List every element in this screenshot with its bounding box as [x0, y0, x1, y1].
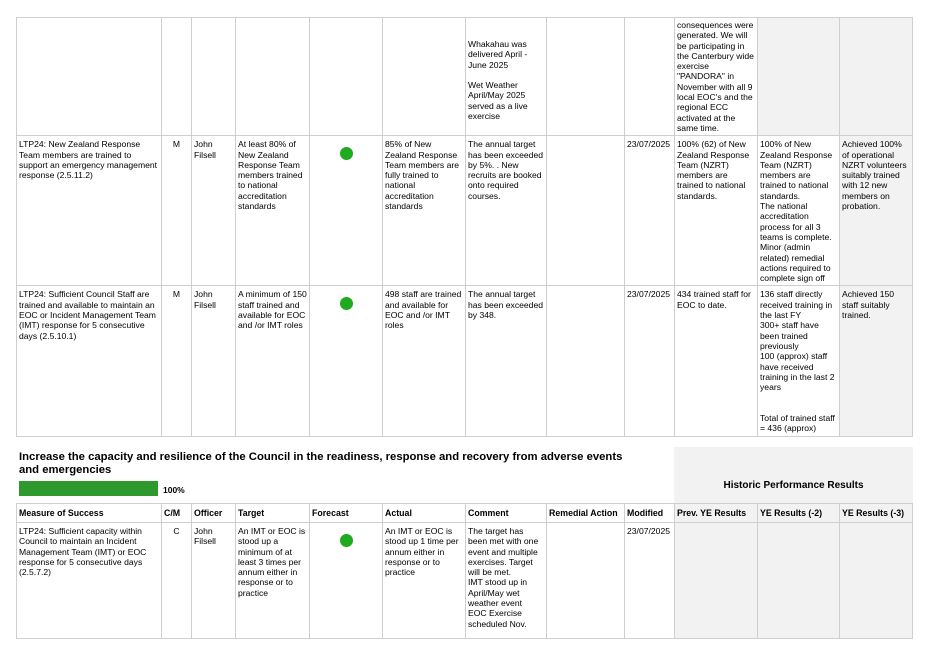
cm-cell: C: [162, 523, 192, 639]
ye2-cell: 136 staff directly received training in the last FY 300+ staff have been trained previously 100 (approx) staff have received training in the last 2 years Total of trained staff = 436 (approx): [758, 286, 840, 436]
header-officer: Officer: [192, 504, 236, 523]
historic-title: Historic Performance Results: [723, 480, 864, 491]
measure-cell: [17, 18, 162, 136]
header-row: [17, 504, 913, 523]
officer-cell: John Filsell: [192, 523, 236, 639]
header-remedial: Remedial Action: [547, 504, 625, 523]
prev-ye-cell: [675, 523, 758, 639]
target-cell: An IMT or EOC is stood up a minimum of at least 3 times per annum either in response or to practice: [236, 523, 310, 639]
forecast-cell: [310, 286, 383, 436]
progress-bar: [19, 481, 158, 496]
header-forecast: Forecast: [310, 504, 383, 523]
measure-cell: LTP24: New Zealand Response Team members are trained to support an emergency management response (2.5.11.2): [17, 136, 162, 286]
ye2-cell: 100% of New Zealand Response Team (NZRT) members are trained to national standards. The national accreditation process for all 3 teams is complete. Minor (admin related) remedial actions required to complete sign off: [758, 136, 840, 286]
cm-cell: M: [162, 136, 192, 286]
forecast-cell: [310, 18, 383, 136]
ye3-cell: Achieved 100% of operational NZRT volunteers suitably trained with 12 new members on probation.: [840, 136, 913, 286]
target-cell: [236, 18, 310, 136]
actual-cell: 498 staff are trained and available for EOC and /or IMT roles: [383, 286, 466, 436]
measures-table-top: [16, 17, 913, 437]
officer-cell: John Filsell: [192, 136, 236, 286]
modified-cell: 23/07/2025: [625, 286, 675, 436]
ye2-cell: [758, 523, 840, 639]
comment-cell: The target has been met with one event and multiple exercises. Target will be met. IMT stood up in April/May wet weather event EOC Exercise scheduled Nov.: [466, 523, 547, 639]
status-green-dot-icon: [340, 297, 353, 310]
historic-performance-header: [674, 447, 913, 503]
progress-label: 100%: [163, 485, 185, 495]
remedial-cell: [547, 523, 625, 639]
header-cm: C/M: [162, 504, 192, 523]
header-prev-ye: Prev. YE Results: [675, 504, 758, 523]
prev-ye-cell: 434 trained staff for EOC to date.: [675, 286, 758, 436]
status-green-dot-icon: [340, 147, 353, 160]
target-cell: A minimum of 150 staff trained and available for EOC and /or IMT roles: [236, 286, 310, 436]
comment-text: Whakahau was delivered April - June 2025 Wet Weather April/May 2025 served as a live exercise: [468, 39, 528, 122]
table-row: [17, 286, 913, 436]
section-title: Increase the capacity and resilience of the Council in the readiness, response and recovery from adverse events and emergencies: [19, 451, 623, 476]
status-green-dot-icon: [340, 534, 353, 547]
prev-ye-cell: 100% (62) of New Zealand Response Team (NZRT) members are trained to national standards.: [675, 136, 758, 286]
ye2-cell: [758, 18, 840, 136]
target-cell: At least 80% of New Zealand Response Team members trained to national accreditation standards: [236, 136, 310, 286]
remedial-cell: [547, 18, 625, 136]
remedial-cell: [547, 286, 625, 436]
actual-cell: 85% of New Zealand Response Team members are fully trained to national accreditation standards: [383, 136, 466, 286]
modified-cell: 23/07/2025: [625, 136, 675, 286]
table-row: [17, 523, 913, 639]
header-measure: Measure of Success: [17, 504, 162, 523]
modified-cell: 23/07/2025: [625, 523, 675, 639]
cm-cell: M: [162, 286, 192, 436]
measures-table-bottom: [16, 503, 913, 639]
officer-cell: [192, 18, 236, 136]
header-actual: Actual: [383, 504, 466, 523]
ye3-cell: [840, 18, 913, 136]
ye3-cell: Achieved 150 staff suitably trained.: [840, 286, 913, 436]
header-target: Target: [236, 504, 310, 523]
header-comment: Comment: [466, 504, 547, 523]
cm-cell: [162, 18, 192, 136]
prev-ye-cell: consequences were generated. We will be participating in the Canterbury wide exercise "PANDORA" in November with all 9 local EOC's and the regional ECC activated at the same time.: [675, 18, 758, 136]
table-row: [17, 136, 913, 286]
forecast-cell: [310, 523, 383, 639]
remedial-cell: [547, 136, 625, 286]
measure-cell: LTP24: Sufficient Council Staff are trained and available to maintain an EOC or Incident Management Team (IMT) response for 5 consecutive days (2.5.10.1): [17, 286, 162, 436]
ye3-cell: [840, 523, 913, 639]
header-ye3: YE Results (-3): [840, 504, 913, 523]
actual-cell: An IMT or EOC is stood up 1 time per annum either in response or to practice: [383, 523, 466, 639]
comment-cell: The annual target has been exceeded by 348.: [466, 286, 547, 436]
modified-cell: [625, 18, 675, 136]
table-row: [17, 18, 913, 136]
comment-cell: [466, 18, 547, 136]
header-modified: Modified: [625, 504, 675, 523]
forecast-cell: [310, 136, 383, 286]
officer-cell: John Filsell: [192, 286, 236, 436]
actual-cell: [383, 18, 466, 136]
measure-cell: LTP24: Sufficient capacity within Council to maintain an Incident Management Team (IMT) or EOC response for 5 consecutive days (2.5.7.2): [17, 523, 162, 639]
comment-cell: The annual target has been exceeded by 5%. . New recruits are booked onto required courses.: [466, 136, 547, 286]
header-ye2: YE Results (-2): [758, 504, 840, 523]
